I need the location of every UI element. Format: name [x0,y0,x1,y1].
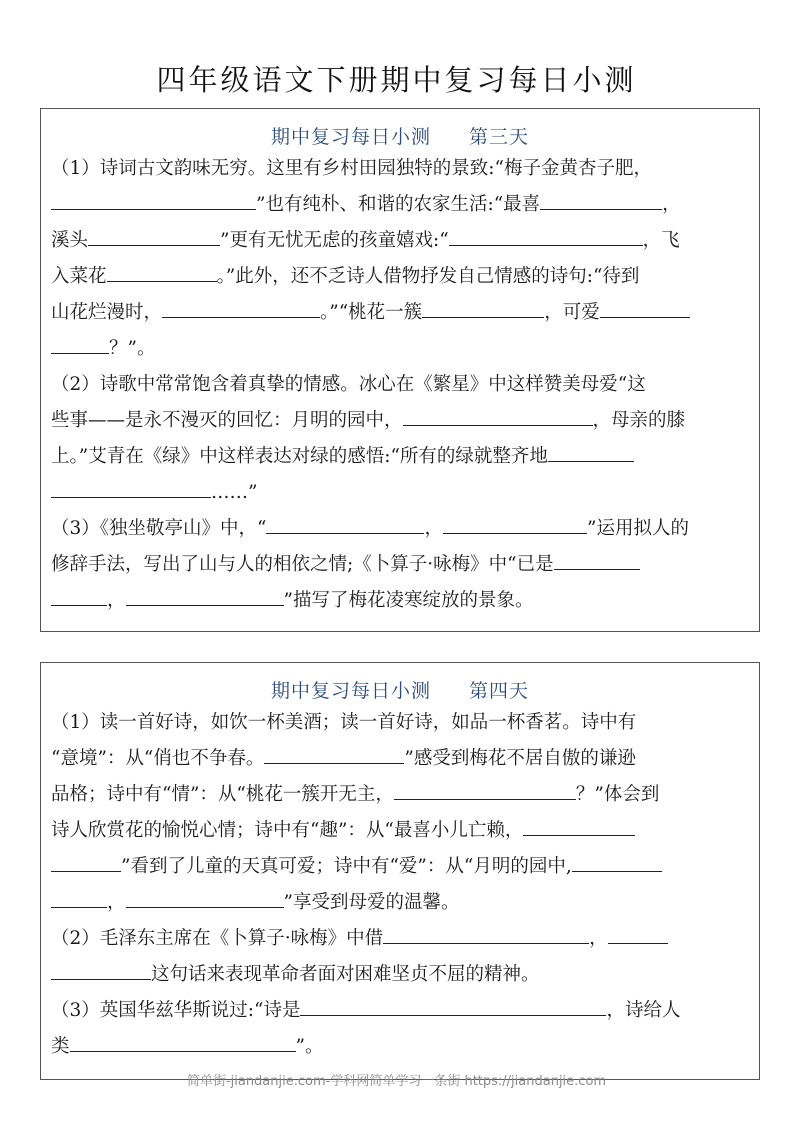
question-line [51,885,751,921]
answer-blank[interactable] [51,957,151,980]
question-text: ， [107,590,126,611]
question-text: “意境”：从“俏也不争春。 [51,748,265,769]
answer-blank[interactable] [523,813,635,836]
question-text: 诗人欣赏花的愉悦心情；诗中有“趣”：从“最喜小儿亡赖， [51,820,524,841]
question-line [51,547,751,583]
question-line [51,1029,751,1065]
question-text: （1）读一首好诗，如饮一杯美酒；读一首好诗，如品一杯香茗。诗中有 [51,712,637,733]
question-line [51,475,751,511]
answer-blank[interactable] [394,777,576,800]
question-line [51,439,751,475]
answer-blank[interactable] [572,849,662,872]
answer-blank[interactable] [51,331,109,354]
question-text: 。”此外，还不乏诗人借物抒发自己情感的诗句:“待到 [216,266,640,287]
answer-blank[interactable] [51,849,121,872]
answer-blank[interactable] [403,403,593,426]
question-text: 山花烂漫时， [51,302,163,323]
question-text: ？”体会到 [575,784,660,805]
question-text: ”也有纯朴、和谐的农家生活:“最喜 [256,194,541,215]
day3-heading-text: 期中复习每日小测 [270,126,431,148]
question-text: 这句话来表现革命者面对困难坚贞不屈的精神。 [151,964,540,985]
answer-blank[interactable] [70,1029,296,1052]
question-text: 上。”艾青在《绿》中这样表达对绿的感悟:“所有的绿就整齐地 [51,446,548,467]
question-text: 些事——是永不漫灭的回忆：月明的园中， [51,410,403,431]
question-text: ？”。 [109,338,156,359]
question-line [51,741,751,777]
question-text: （2）诗歌中常常饱含着真挚的情感。冰心在《繁星》中这样赞美母爱“这 [51,374,646,395]
answer-blank[interactable] [51,187,256,210]
answer-blank[interactable] [608,921,668,944]
question-text: （2）毛泽东主席在《卜算子·咏梅》中借 [51,928,384,949]
answer-blank[interactable] [266,511,424,534]
question-text: ”感受到梅花不居自傲的谦逊 [404,748,636,769]
day4-heading-text: 期中复习每日小测 [270,680,431,702]
answer-blank[interactable] [540,187,662,210]
question-line [51,705,751,741]
question-text: ，诗给人 [606,1000,681,1021]
answer-blank[interactable] [51,583,107,606]
question-text: ”更有无忧无虑的孩童嬉戏:“ [220,230,449,251]
day3-day-label: 第三天 [469,126,530,148]
question-line [51,367,751,403]
question-text: （3）《独坐敬亭山》中，“ [51,518,267,539]
question-line [51,511,751,547]
question-line [51,187,751,223]
footer-watermark: 简单街-jiandanjie.com-学科网简单学习一条街 https://jiandanjie.com [186,1074,607,1089]
answer-blank[interactable] [264,741,404,764]
day3-questions [51,151,751,619]
question-text: 类 [51,1036,70,1057]
answer-blank[interactable] [383,921,589,944]
day4-heading [41,676,759,703]
question-line [51,223,751,259]
day4-day-label: 第四天 [469,680,530,702]
question-text: ， [107,892,126,913]
answer-blank[interactable] [554,547,640,570]
answer-blank[interactable] [88,223,220,246]
question-text: ”。 [295,1036,324,1057]
question-line [51,583,751,619]
question-line [51,331,751,367]
question-line [51,295,751,331]
answer-blank[interactable] [126,885,284,908]
question-line [51,151,751,187]
answer-blank[interactable] [162,295,320,318]
day4-quiz-box [40,662,760,1080]
question-text: ”享受到母爱的温馨。 [283,892,460,913]
answer-blank[interactable] [548,439,634,462]
day4-questions [51,705,751,1065]
question-text: 溪头 [51,230,89,251]
answer-blank[interactable] [422,295,544,318]
question-line [51,403,751,439]
question-line [51,813,751,849]
answer-blank[interactable] [300,993,606,1016]
answer-blank[interactable] [126,583,284,606]
question-text: ， [662,194,681,215]
question-text: （1）诗词古文韵味无穷。这里有乡村田园独特的景致:“梅子金黄杏子肥， [51,158,652,179]
question-line [51,849,751,885]
question-text: ，母亲的膝 [592,410,686,431]
question-text: ”描写了梅花凌寒绽放的景象。 [283,590,534,611]
question-line [51,259,751,295]
question-text: ，飞 [642,230,680,251]
question-text: 修辞手法，写出了山与人的相依之情;《卜算子·咏梅》中“已是 [51,554,554,575]
answer-blank[interactable] [107,259,217,282]
answer-blank[interactable] [600,295,690,318]
question-line [51,957,751,993]
question-text: ……” [211,482,258,503]
question-text: ”看到了儿童的天真可爱；诗中有“爱”：从“月明的园中, [121,856,572,877]
answer-blank[interactable] [443,511,587,534]
question-text: （3）英国华兹华斯说过:“诗是 [51,1000,301,1021]
question-text: 入菜花 [51,266,107,287]
question-text: ，可爱 [544,302,600,323]
question-line [51,777,751,813]
question-text: 品格；诗中有“情”：从“桃花一簇开无主， [51,784,394,805]
answer-blank[interactable] [51,475,211,498]
question-line [51,993,751,1029]
page-title: 四年级语文下册期中复习每日小测 [156,63,637,97]
question-line [51,921,751,957]
day3-quiz-box [40,108,760,632]
question-text: ， [589,928,608,949]
day3-heading [41,122,759,149]
answer-blank[interactable] [449,223,643,246]
question-text: ”运用拟人的 [587,518,689,539]
question-text: ， [424,518,443,539]
answer-blank[interactable] [51,885,107,908]
question-text: 。”“桃花一簇 [320,302,423,323]
